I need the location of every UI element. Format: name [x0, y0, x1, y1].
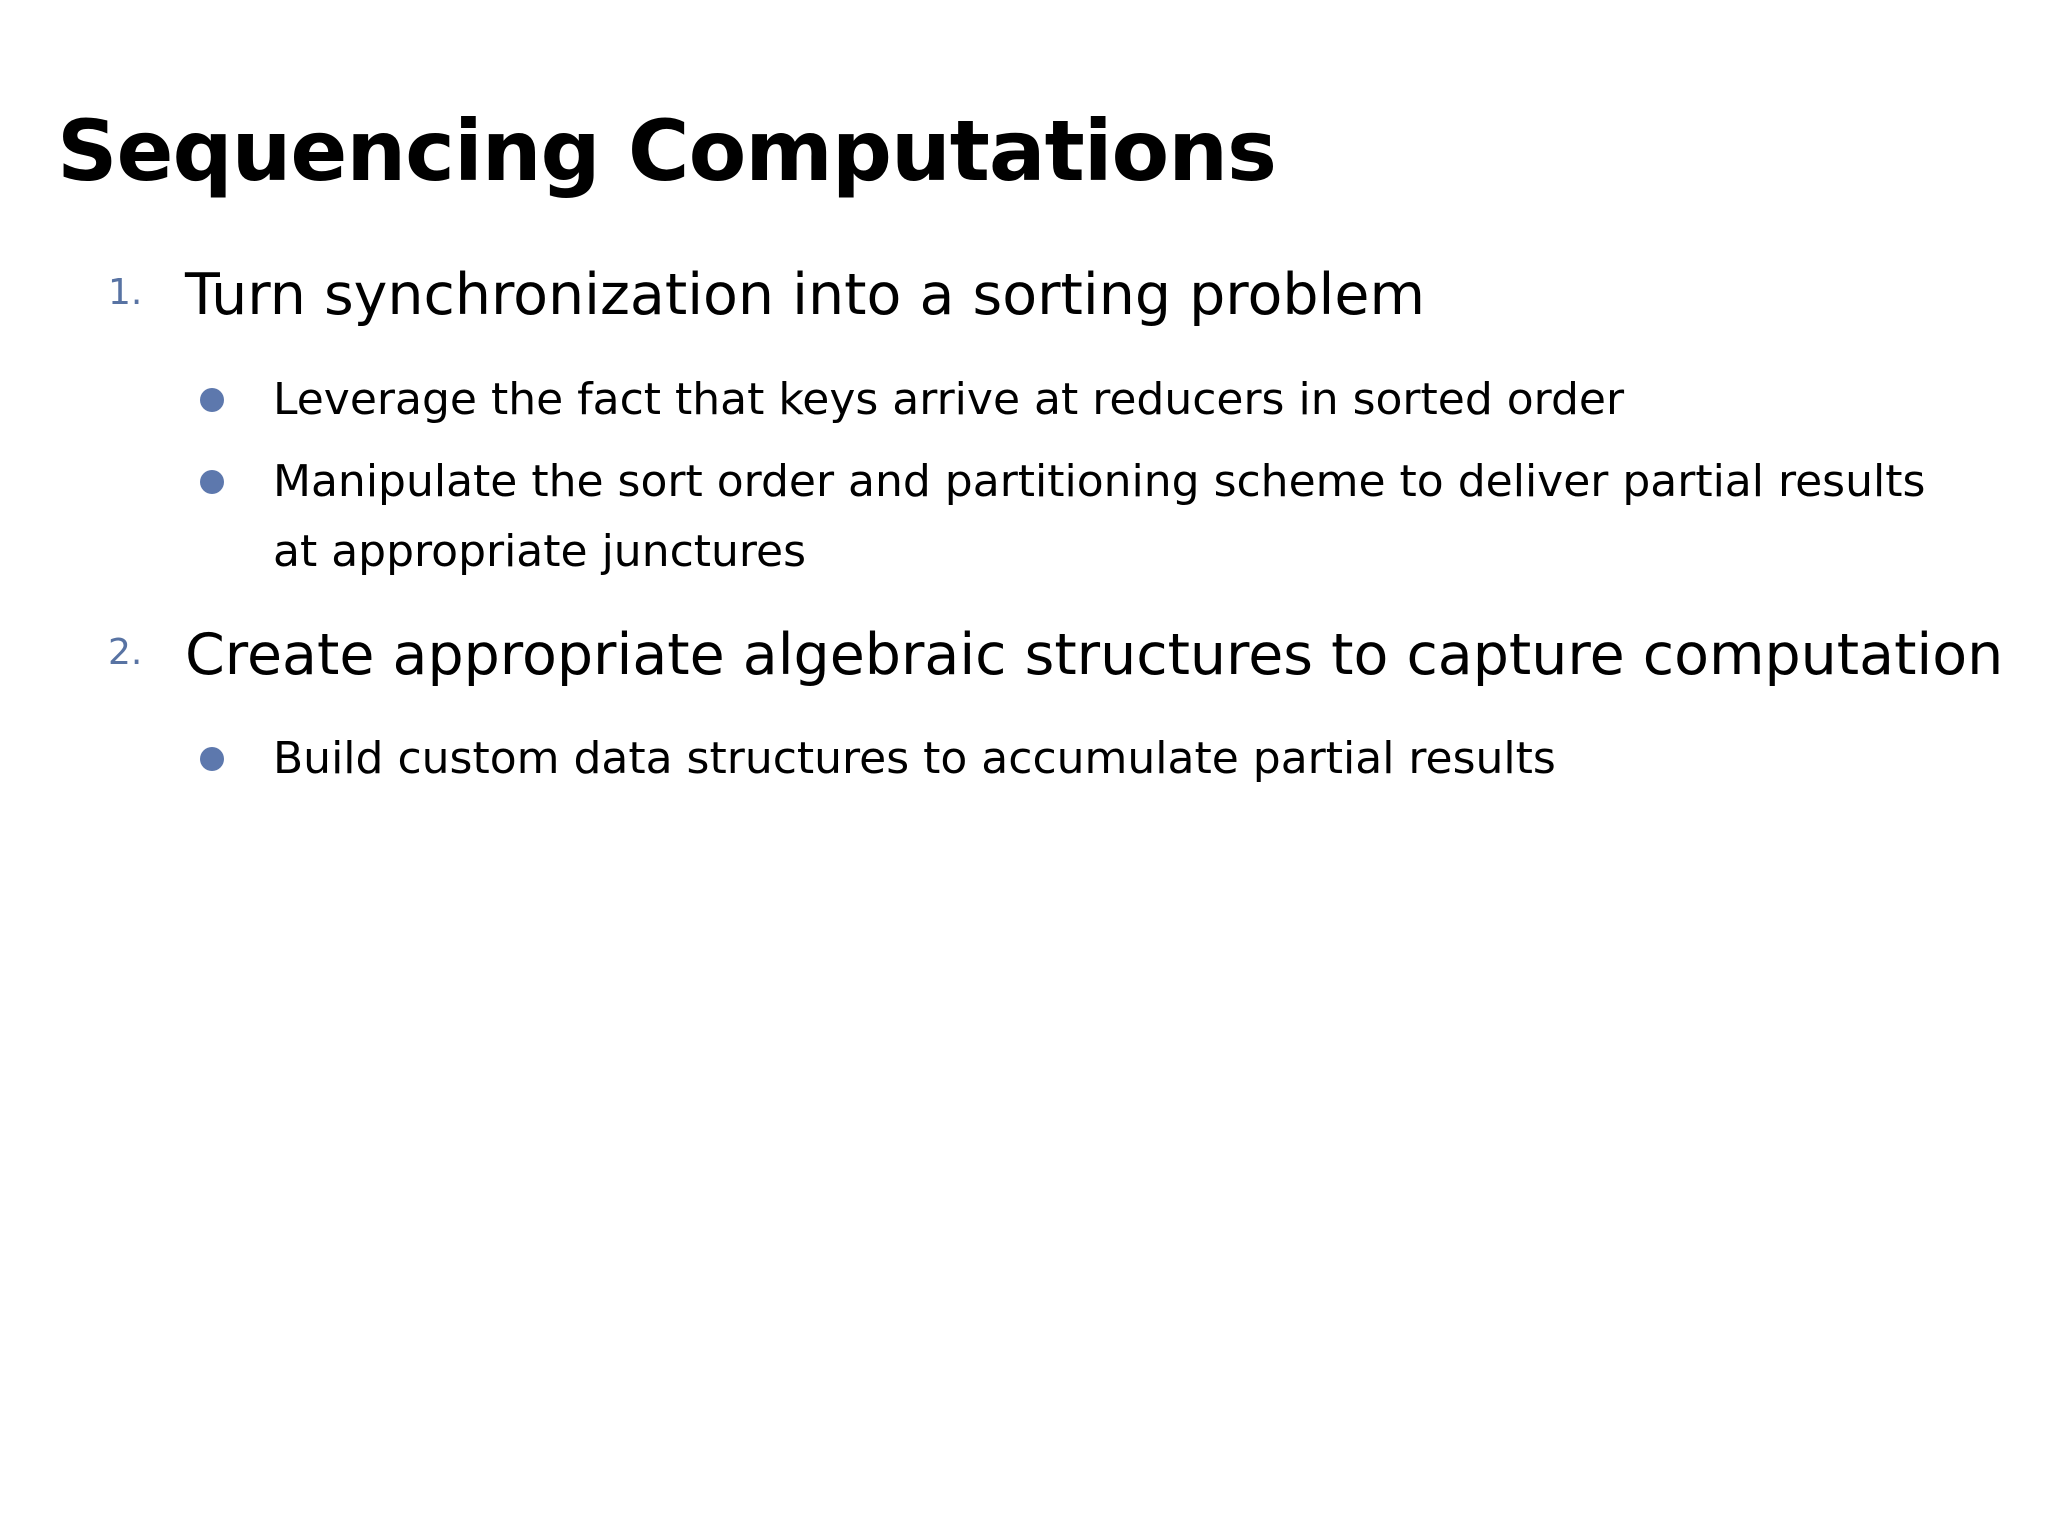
item-text: Create appropriate algebraic structures to capture computation — [185, 622, 2004, 688]
sub-item-text: Manipulate the sort order and partitioning scheme to deliver partial results at appropriate junctures — [273, 456, 1926, 577]
bullet-icon — [200, 388, 224, 412]
slide-title: Sequencing Computations — [57, 102, 1277, 200]
sub-item-text: Build custom data structures to accumulate partial results — [273, 733, 1556, 784]
sub-item-text: Leverage the fact that keys arrive at reducers in sorted order — [273, 374, 1625, 425]
item-number: 1. — [108, 272, 143, 313]
bullet-icon — [200, 747, 224, 771]
item-text: Turn synchronization into a sorting problem — [185, 262, 1425, 328]
item-number: 2. — [108, 632, 143, 673]
bullet-icon — [200, 470, 224, 494]
